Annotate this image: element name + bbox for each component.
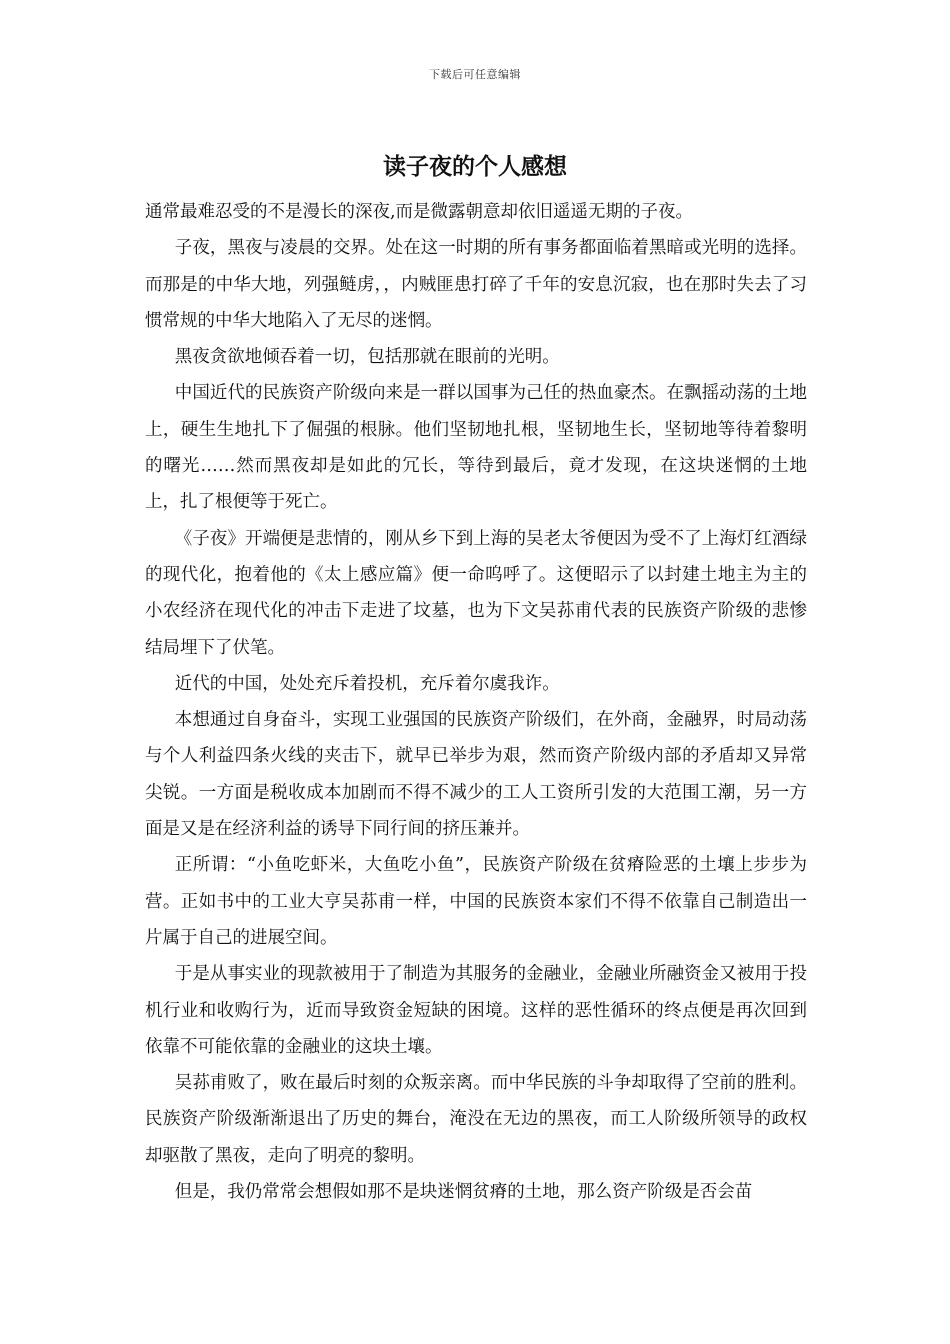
header-note: 下载后可任意编辑 xyxy=(429,68,521,81)
paragraph: 本想通过自身奋斗，实现工业强国的民族资产阶级们，在外商，金融界，时局动荡与个人利益四条火线的夹击下，就早已举步为艰，然而资产阶级内部的矛盾却又异常尖锐。一方面是税收成本加剧而不得不减少的工人工资所引发的大范围工潮，另一方面是又是在经济利益的诱导下同行间的挤压兼并。 xyxy=(145,710,807,840)
paragraph: 于是从事实业的现款被用于了制造为其服务的金融业，金融业所融资金又被用于投机行业和收购行为，近而导致资金短缺的困境。这样的恶性循环的终点便是再次回到依靠不可能依靠的金融业的这块土壤。 xyxy=(145,964,807,1057)
paragraph: 子夜，黑夜与凌晨的交界。处在这一时期的所有事务都面临着黑暗或光明的选择。而那是的中华大地，列强鲢虏，，内贼匪患打碎了千年的安息沉寂，也在那时失去了习惯常规的中华大地陷入了无尽的迷惘。 xyxy=(145,238,807,331)
paragraph: 黑夜贪欲地倾吞着一切，包括那就在眼前的光明。 xyxy=(174,347,560,368)
paragraph: 近代的中国，处处充斥着投机，充斥着尔虞我诈。 xyxy=(174,673,560,694)
document-title: 读子夜的个人感想 xyxy=(383,153,567,180)
paragraph: 但是，我仍常常会想假如那不是块迷惘贫瘠的土地，那么资产阶级是否会苗 xyxy=(174,1182,753,1203)
document-body xyxy=(145,194,807,1210)
paragraph: 吴荪甫败了，败在最后时刻的众叛亲离。而中华民族的斗争却取得了空前的胜利。民族资产阶级渐渐退出了历史的舞台，淹没在无边的黑夜，而工人阶级所领导的政权却驱散了黑夜，走向了明亮的黎明。 xyxy=(145,1073,807,1166)
paragraph: 通常最难忍受的不是漫长的深夜,而是微露朝意却依旧遥遥无期的子夜。 xyxy=(145,202,694,222)
paragraph: 正所谓：“小鱼吃虾米，大鱼吃小鱼”，民族资产阶级在贫瘠险恶的土壤上步步为营。正如书中的工业大亨吴荪甫一样，中国的民族资本家们不得不依靠自己制造出一片属于自己的进展空间。 xyxy=(145,855,807,948)
paragraph: 中国近代的民族资产阶级向来是一群以国事为己任的热血豪杰。在飘摇动荡的土地上，硬生生地扎下了倔强的根脉。他们坚韧地扎根，坚韧地生长，坚韧地等待着黎明的曙光……然而黑夜却是如此的冗长，等待到最后，竟才发现，在这块迷惘的土地上，扎了根便等于死亡。 xyxy=(145,383,807,513)
paragraph: 《子夜》开端便是悲情的，刚从乡下到上海的吴老太爷便因为受不了上海灯红酒绿的现代化，抱着他的《太上感应篇》便一命呜呼了。这便昭示了以封建土地主为主的小农经济在现代化的冲击下走进了坟墓，也为下文吴荪甫代表的民族资产阶级的悲惨结局埋下了伏笔。 xyxy=(145,528,807,658)
